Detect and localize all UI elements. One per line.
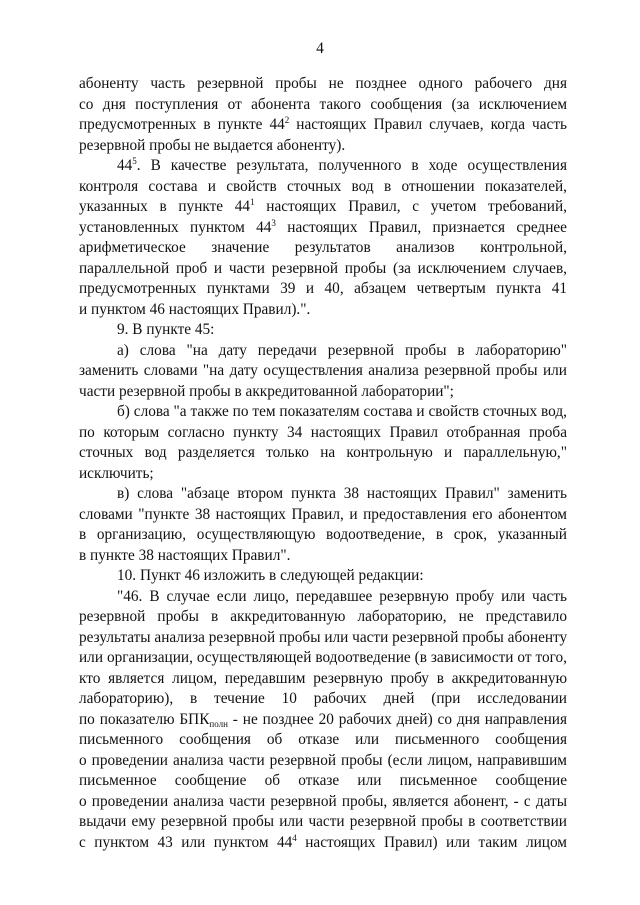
text-run: а) слова "на дату передачи резервной пробы в лабораторию": [117, 341, 567, 359]
text-line: [79, 95, 567, 116]
superscript: 5: [132, 156, 137, 166]
text-line: [79, 361, 567, 382]
text-run: б) слова "а также по тем показателям состава и свойств сточных вод,: [117, 403, 567, 420]
text-run: письменное сообщение об отказе или письменное сообщение: [79, 772, 567, 789]
document-body: [79, 74, 567, 853]
text-run: кто является лицом, передавшим резервную пробу в аккредитованную: [79, 669, 567, 687]
text-run: и пунктом 46 настоящих Правил).".: [79, 300, 311, 318]
text-line: [79, 279, 567, 300]
text-line: [79, 74, 567, 95]
text-line: [79, 607, 567, 628]
text-run: арифметическое значение результатов анализов контрольной,: [79, 239, 567, 256]
text-run: по которым согласно пункту 34 настоящих Правил отобранная проба: [79, 423, 567, 441]
text-run: "46. В случае если лицо, передавшее резервную пробу или часть: [117, 587, 567, 605]
text-run: установленных пунктом 44: [79, 218, 272, 236]
text-run: параллельной проб и части резервной пробы (за исключением случаев,: [79, 259, 567, 277]
text-run: настоящих Правил, признается среднее: [275, 218, 567, 236]
text-run: или организации, осуществляющей водоотведение (в зависимости от того,: [79, 649, 567, 666]
text-line: [79, 771, 567, 792]
text-line: [79, 689, 567, 710]
text-run: исключить;: [79, 464, 154, 482]
text-line: [79, 464, 567, 485]
superscript: 2: [284, 115, 290, 125]
text-run: абоненту часть резервной пробы не позднее одного рабочего дня: [79, 75, 567, 92]
text-run: предусмотренных пунктами 39 и 40, абзацем четвертым пункта 41: [79, 280, 567, 297]
text-run: - не позднее 20 рабочих дней) со дня направления: [227, 710, 567, 728]
text-line: [79, 525, 567, 546]
text-run: заменить словами "на дату осуществления анализа резервной пробы или: [79, 362, 567, 379]
text-run: настоящих Правил) или таким лицом: [296, 833, 567, 851]
text-line: [79, 710, 567, 731]
text-line: [79, 505, 567, 526]
text-run: указанных в пункте 44: [79, 198, 251, 215]
text-line: [79, 238, 567, 259]
text-run: о проведении анализа части резервной пробы (если лицом, направившим: [79, 751, 567, 769]
text-run: по показателю БПК: [79, 710, 210, 728]
text-line: [79, 218, 567, 239]
text-run: настоящих Правил, с учетом требований,: [254, 198, 567, 215]
text-run: настоящих Правил случаев, когда часть: [289, 116, 567, 133]
text-run: со дня поступления от абонента такого сообщения (за исключением: [79, 95, 567, 113]
text-line: [79, 320, 567, 341]
text-run: в организацию, осуществляющую водоотведение, в срок, указанный: [79, 526, 567, 543]
text-run: 9. В пункте 45:: [117, 321, 215, 338]
text-line: [79, 730, 567, 751]
text-run: словами "пункте 38 настоящих Правил, и предоставления его абонентом: [79, 505, 567, 523]
subscript: полн: [209, 718, 228, 729]
text-line: [79, 443, 567, 464]
text-line: [79, 382, 567, 403]
text-run: о проведении анализа части резервной пробы, является абонент, - с даты: [79, 792, 567, 810]
text-run: контроля состава и свойств сточных вод в отношении показателей,: [79, 177, 567, 195]
text-run: в) слова "абзаце втором пункта 38 настоящих Правил" заменить: [117, 485, 567, 502]
superscript: 4: [292, 832, 297, 843]
text-line: [79, 751, 567, 772]
text-line: [79, 628, 567, 649]
text-line: [79, 341, 567, 362]
superscript: 3: [271, 217, 276, 228]
text-line: [79, 115, 567, 136]
text-line: [79, 587, 567, 608]
text-run: резервной пробы не выдается абоненту).: [79, 136, 346, 154]
text-line: [79, 484, 567, 505]
text-line: [79, 423, 567, 444]
text-line: [79, 566, 567, 587]
text-run: в пункте 38 настоящих Правил".: [79, 546, 291, 564]
text-run: части резервной пробы в аккредитованной лаборатории";: [79, 382, 454, 400]
text-line: [79, 648, 567, 669]
text-line: [79, 402, 567, 423]
text-line: [79, 812, 567, 833]
text-line: [79, 792, 567, 813]
text-run: лабораторию), в течение 10 рабочих дней (при исследовании: [79, 690, 567, 707]
text-line: [79, 156, 567, 177]
text-line: [79, 136, 567, 157]
text-run: сточных вод разделяется только на контрольную и параллельную,": [79, 444, 567, 461]
text-line: [79, 546, 567, 567]
text-run: 10. Пункт 46 изложить в следующей редакции:: [117, 567, 424, 584]
superscript: 1: [250, 197, 255, 207]
text-run: резервной пробы в аккредитованную лабораторию, не представило: [79, 608, 567, 625]
text-run: предусмотренных в пункте 44: [79, 116, 285, 133]
text-run: с пунктом 43 или пунктом 44: [79, 833, 293, 851]
page-number: 4: [316, 40, 324, 57]
text-line: [79, 300, 567, 321]
text-line: [79, 197, 567, 218]
text-run: 44: [117, 157, 133, 174]
text-run: результаты анализа резервной пробы или части резервной пробы абоненту: [79, 628, 568, 646]
text-run: письменного сообщения об отказе или письменного сообщения: [79, 731, 567, 748]
text-line: [79, 259, 567, 280]
text-line: [79, 177, 567, 198]
text-line: [79, 669, 567, 690]
text-run: выдачи ему резервной пробы или части резервной пробы в соответствии: [79, 813, 567, 830]
text-run: . В качестве результата, полученного в ходе осуществления: [136, 157, 567, 174]
text-line: [79, 833, 567, 854]
